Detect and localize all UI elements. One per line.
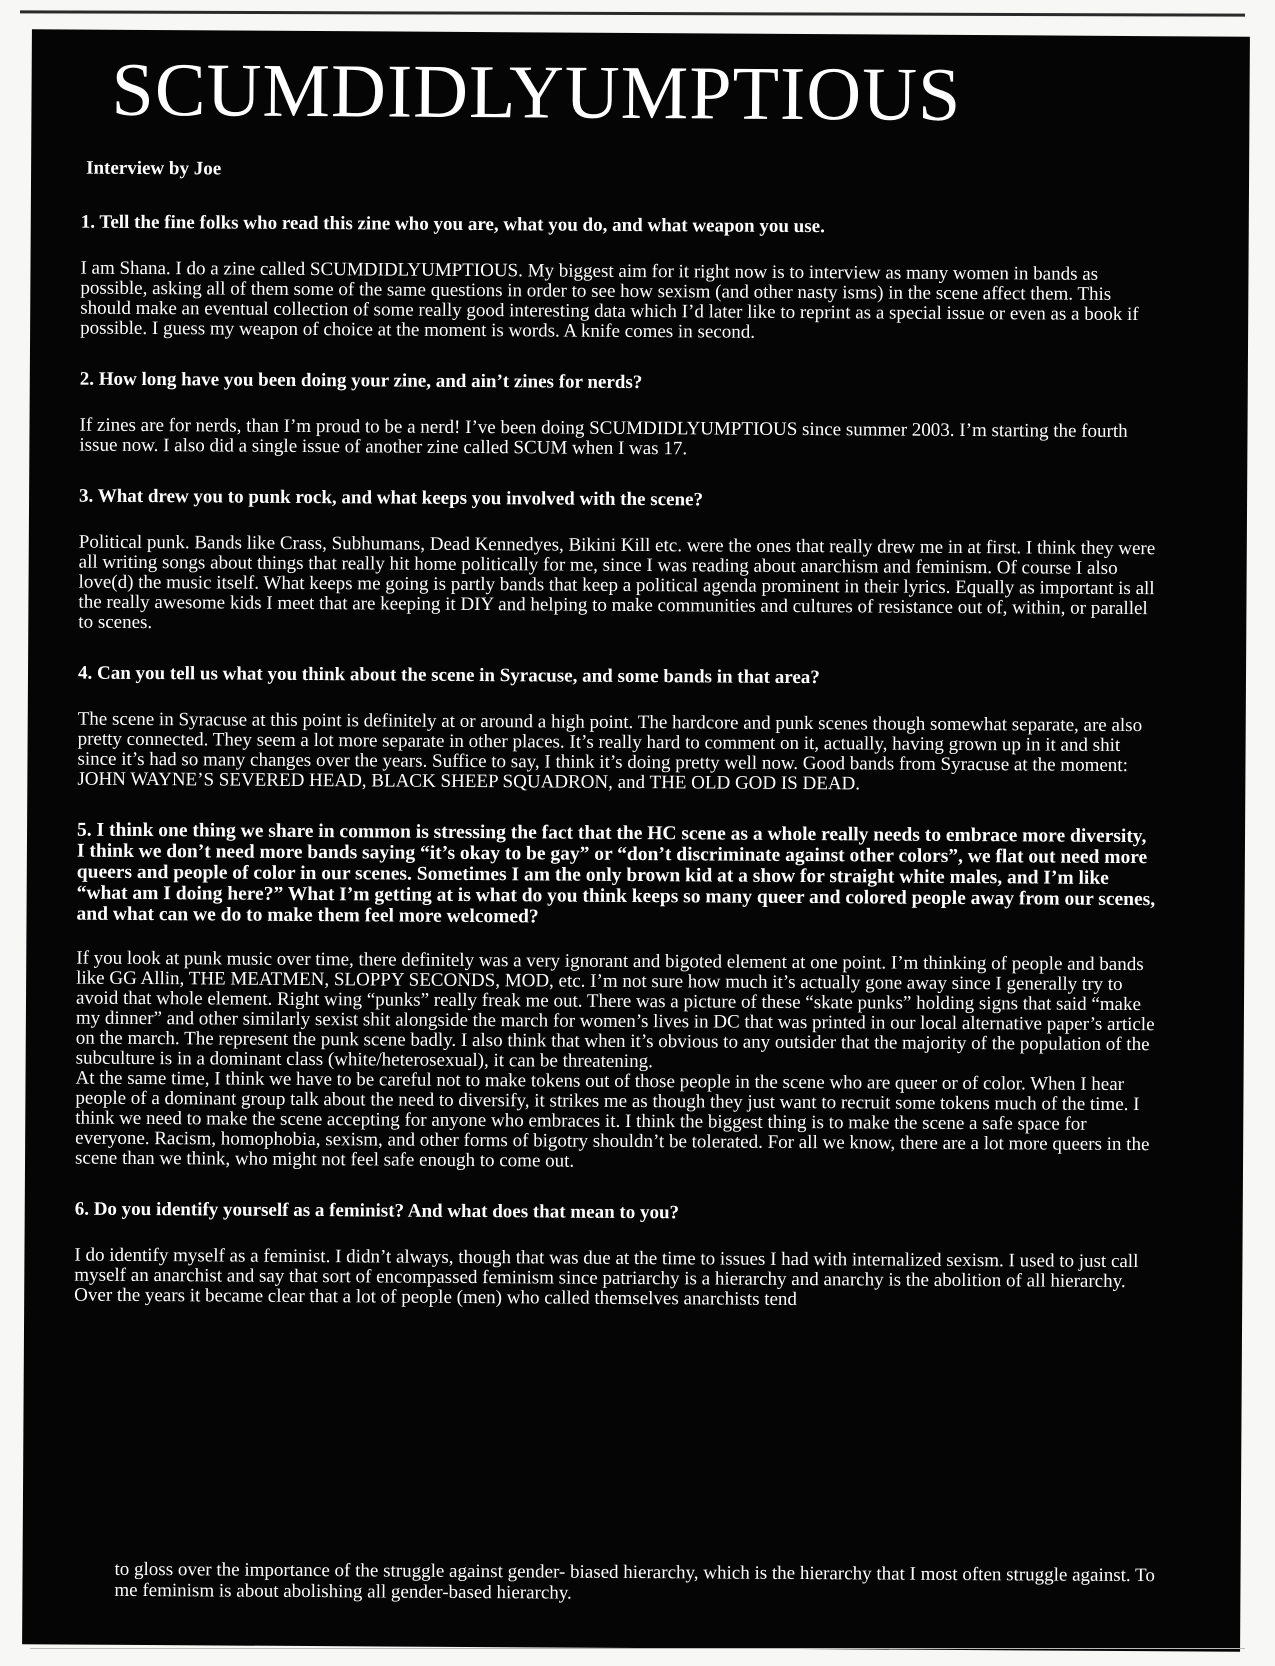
qa-block-4 — [77, 663, 1158, 797]
question-1: 1. Tell the fine folks who read this zine who you are, what you do, and what weapon you use. — [80, 211, 825, 238]
question-4: 4. Can you tell us what you think about the scene in Syracuse, and some bands in that area? — [77, 662, 820, 689]
question-5: 5. I think one thing we share in common is stressing the fact that the HC scene as a whole really needs to embrace more diversity, I think we don’t need more bands saying “it’s okay to be gay” or “don’t discriminate against other colors”, we flat out need more queers and people of color in our scenes. Sometimes I am the only brown kid at a show for straight white males, and I’m like “what am I doing here?” What I’m getting at is what do you think keeps so many queer and colored people away from our scenes, and what can we do to make them feel more welcomed? — [76, 819, 1156, 928]
qa-block-3 — [78, 486, 1159, 640]
question-6: 6. Do you identify yourself as a feminist? And what does that mean to you? — [74, 1198, 680, 1224]
question-2: 2. How long have you been doing your zine, and ain’t zines for nerds? — [79, 368, 643, 394]
answer-5-paragraph-1: If you look at punk music over time, there definitely was a very ignorant and bigoted element at one point. I’m thinking of people and bands like GG Allin, THE MEATMEN, SLOPPY SECONDS, MOD, etc. I’m not sure how much it’s actually gone away since I generally try to avoid that whole element. Right wing “punks” really freak me out. There was a picture of these “skate punks” holding signs that said “make my dinner” and other similarly sexist shit alongside the march for women’s lives in DC that was printed in our local alternative paper’s article on the march. The represent the punk scene badly. I also think that when it’s obvious to any outsider that the majority of the population of the subculture is in a dominant class (white/heterosexual), it can be threatening. — [75, 947, 1155, 1073]
answer-3: Political punk. Bands like Crass, Subhumans, Dead Kennedyes, Bikini Kill etc. were the ones that really drew me in at first. I think they were all writing songs about things that really hit home politically for me, since I was reading about anarchism and feminism. Of course I also love(d) the music itself. What keeps me going is partly bands that keep a political agenda prominent in their lyrics. Equally as important is all the really awesome kids I meet that are keeping it DIY and helping to make communities and cultures of resistance out of, within, or parallel to scenes. — [78, 531, 1156, 634]
qa-block-1 — [80, 212, 1161, 346]
question-3: 3. What drew you to punk rock, and what keeps you involved with the scene? — [79, 485, 704, 511]
answer-6-continued: to gloss over the importance of the struggle against gender- biased hierarchy, which is the hierarchy that I most often struggle against. To me feminism is about abolishing all gender-based hierarchy. — [114, 1558, 1155, 1604]
byline: Interview by Joe — [86, 157, 222, 180]
answer-4: The scene in Syracuse at this point is definitely at or around a high point. The hardcore and punk scenes though somewhat separate, are also pretty connected. They seem a lot more separate in other places. It’s really hard to comment on it, actually, having grown up in it and shit since it’s had so many changes over the years. Suffice to say, I think it’s doing pretty well now. Good bands from Syracuse at the moment: JOHN WAYNE’S SEVERED HEAD, BLACK SHEEP SQUADRON, and THE OLD GOD IS DEAD. — [77, 708, 1143, 795]
scan-top-edge-line — [20, 10, 1245, 16]
answer-2: If zines are for nerds, than I’m proud to be a nerd! I’ve been doing SCUMDIDLYUMPTIOUS since summer 2003. I’m starting the fourth issue now. I also did a single issue of another zine called SCUM when I was 17. — [79, 414, 1128, 460]
zine-title: SCUMDIDLYUMPTIOUS — [111, 47, 962, 137]
scan-bottom-edge-line — [30, 1648, 1245, 1649]
qa-block-5 — [75, 820, 1157, 1176]
answer-5-paragraph-2: At the same time, I think we have to be careful not to make tokens out of those people in the scene who are queer or of color. When I hear people of a dominant group talk about the need to diversify, it strikes me as though they just want to recruit some tokens much of the time. I think we need to make the scene accepting for anyone who embraces it. I think the biggest thing is to make the scene a safe space for everyone. Racism, homophobia, sexism, and other forms of bigotry shouldn’t be tolerated. For all we know, there are a lot more queers in the scene than we think, who might not feel safe enough to come out. — [74, 1067, 1150, 1172]
answer-1: I am Shana. I do a zine called SCUMDIDLYUMPTIOUS. My biggest aim for it right now is to interview as many women in bands as possible, asking all of them some of the same questions in order to see how sexism (and other nasty isms) in the scene affect them. This should make an eventual collection of some really good interesting data which I’d later like to reprint as a special issue or even as a book if possible. I guess my weapon of choice at the moment is words. A knife comes in second. — [80, 257, 1139, 343]
zine-page — [22, 29, 1250, 1651]
qa-block-2 — [79, 369, 1160, 463]
answer-6: I do identify myself as a feminist. I didn’t always, though that was due at the time to issues I had with internalized sexism. I used to just call myself an anarchist and say that sort of encompassed feminism since patriarchy is a hierarchy and anarchy is the abolition of all hierarchy. Over the years it became clear that a lot of people (men) who called themselves anarchists tend — [74, 1244, 1139, 1310]
interview-body — [74, 212, 1161, 1343]
qa-block-6 — [74, 1199, 1155, 1313]
